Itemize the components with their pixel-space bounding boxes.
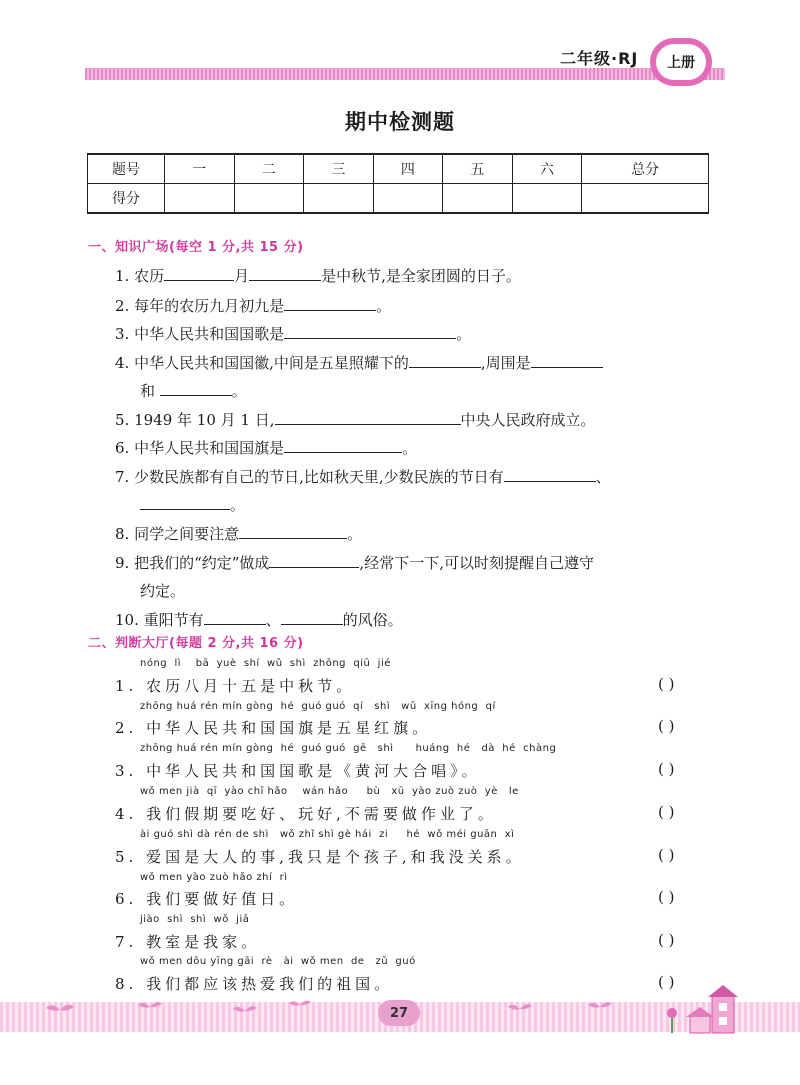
answer-parens[interactable]: ( ) bbox=[658, 675, 675, 693]
question-7-cont bbox=[140, 494, 245, 515]
score-cell[interactable] bbox=[234, 184, 304, 214]
section1-header: 一、知识广场(每空 1 分,共 15 分) bbox=[88, 240, 304, 255]
judge-item: 7. 教室是我家。 bbox=[115, 933, 261, 951]
table-cell: 四 bbox=[373, 154, 443, 184]
table-cell: 二 bbox=[234, 154, 304, 184]
page-title: 期中检测题 bbox=[345, 110, 455, 134]
score-cell[interactable] bbox=[165, 184, 235, 214]
judge-item: 1. 农历八月十五是中秋节。 bbox=[115, 677, 356, 695]
question-2 bbox=[115, 295, 391, 316]
question-7 bbox=[115, 466, 611, 487]
answer-blank[interactable] bbox=[504, 467, 596, 482]
answer-parens[interactable]: ( ) bbox=[658, 888, 675, 906]
score-table bbox=[87, 153, 709, 214]
question-5 bbox=[115, 409, 596, 430]
sprout-icons bbox=[46, 1001, 612, 1012]
volume-label: 上册 bbox=[656, 44, 706, 80]
answer-blank[interactable] bbox=[164, 266, 234, 281]
q5-text-b: 中央人民政府成立。 bbox=[460, 411, 596, 429]
answer-blank[interactable] bbox=[284, 438, 402, 453]
flower-icon bbox=[667, 1008, 677, 1033]
header-band bbox=[85, 68, 725, 80]
q6-text-b: 。 bbox=[402, 439, 418, 457]
table-cell: 五 bbox=[443, 154, 513, 184]
table-cell: 得分 bbox=[88, 184, 165, 214]
table-cell: 三 bbox=[304, 154, 374, 184]
question-4 bbox=[115, 352, 603, 373]
grade-label: 二年级·RJ bbox=[560, 49, 639, 68]
table-cell: 一 bbox=[165, 154, 235, 184]
q6-text-a: 6. 中华人民共和国国旗是 bbox=[115, 439, 285, 457]
question-6 bbox=[115, 437, 417, 458]
score-cell[interactable] bbox=[512, 184, 582, 214]
q10-text-a: 10. 重阳节有 bbox=[115, 611, 204, 629]
answer-blank[interactable] bbox=[281, 610, 343, 625]
score-cell[interactable] bbox=[443, 184, 513, 214]
question-8 bbox=[115, 523, 362, 544]
score-cell[interactable] bbox=[304, 184, 374, 214]
q1-text-a: 1. 农历 bbox=[115, 267, 165, 285]
q8-text-b: 。 bbox=[347, 525, 363, 543]
question-4-cont bbox=[140, 380, 247, 401]
q9-text-a: 9. 把我们的“约定”做成 bbox=[115, 554, 270, 572]
q7-text-b: 、 bbox=[595, 468, 611, 486]
q2-text-a: 2. 每年的农历九月初九是 bbox=[115, 297, 285, 315]
question-10 bbox=[115, 609, 403, 630]
pinyin-line: wǒ men yào zuò hǎo zhí rì bbox=[140, 872, 288, 883]
answer-blank[interactable] bbox=[249, 266, 321, 281]
q2-text-b: 。 bbox=[376, 297, 392, 315]
judge-item: 5. 爱国是大人的事,我只是个孩子,和我没关系。 bbox=[115, 848, 525, 866]
q5-text-a: 5. 1949 年 10 月 1 日, bbox=[115, 411, 275, 429]
answer-blank[interactable] bbox=[275, 410, 461, 425]
question-9-cont: 约定。 bbox=[140, 582, 186, 600]
pinyin-line: nóng lì bā yuè shí wǔ shì zhōng qiū jié bbox=[140, 658, 391, 669]
answer-blank[interactable] bbox=[531, 353, 603, 368]
answer-parens[interactable]: ( ) bbox=[658, 973, 675, 991]
answer-parens[interactable]: ( ) bbox=[658, 760, 675, 778]
answer-blank[interactable] bbox=[204, 610, 266, 625]
score-header-row bbox=[88, 154, 709, 184]
pinyin-line: wǒ men dōu yīng gāi rè ài wǒ men de zǔ guó bbox=[140, 956, 416, 967]
q4-text-d: 。 bbox=[231, 382, 247, 400]
q4-text-a: 4. 中华人民共和国国徽,中间是五星照耀下的 bbox=[115, 354, 409, 372]
answer-blank[interactable] bbox=[269, 553, 359, 568]
question-9 bbox=[115, 552, 594, 573]
question-3 bbox=[115, 323, 471, 344]
pinyin-line: ài guó shì dà rén de shì wǒ zhǐ shì gè hái zi hé wǒ méi guān xì bbox=[140, 829, 515, 840]
q4-text-b: ,周围是 bbox=[480, 354, 531, 372]
q8-text-a: 8. 同学之间要注意 bbox=[115, 525, 240, 543]
pinyin-line: jiào shì shì wǒ jiā bbox=[140, 914, 250, 925]
q3-text-b: 。 bbox=[456, 325, 472, 343]
volume-badge bbox=[650, 38, 712, 86]
page-number: 27 bbox=[378, 1000, 420, 1026]
q10-text-c: 的风俗。 bbox=[342, 611, 403, 629]
table-cell: 题号 bbox=[88, 154, 165, 184]
answer-parens[interactable]: ( ) bbox=[658, 717, 675, 735]
q3-text-a: 3. 中华人民共和国国歌是 bbox=[115, 325, 285, 343]
pinyin-line: zhōng huá rén mín gòng hé guó guó qí shì wǔ xīng hóng qí bbox=[140, 701, 496, 712]
q7-text-a: 7. 少数民族都有自己的节日,比如秋天里,少数民族的节日有 bbox=[115, 468, 504, 486]
answer-blank[interactable] bbox=[239, 524, 347, 539]
judge-item: 4. 我们假期要吃好、玩好,不需要做作业了。 bbox=[115, 805, 497, 823]
answer-blank[interactable] bbox=[284, 324, 456, 339]
score-cell[interactable] bbox=[582, 184, 709, 214]
q1-text-b: 月 bbox=[234, 267, 250, 285]
score-value-row bbox=[88, 184, 709, 214]
score-cell[interactable] bbox=[373, 184, 443, 214]
house-icon bbox=[686, 985, 738, 1033]
judge-item: 8. 我们都应该热爱我们的祖国。 bbox=[115, 975, 394, 993]
answer-blank[interactable] bbox=[160, 381, 232, 396]
answer-blank[interactable] bbox=[140, 495, 230, 510]
judge-item: 6. 我们要做好值日。 bbox=[115, 890, 299, 908]
q4-text-c: 和 bbox=[140, 382, 156, 400]
answer-parens[interactable]: ( ) bbox=[658, 931, 675, 949]
section2-header: 二、判断大厅(每题 2 分,共 16 分) bbox=[88, 636, 304, 651]
q7-text-c: 。 bbox=[230, 496, 246, 514]
judge-item: 3. 中华人民共和国国歌是《黄河大合唱》。 bbox=[115, 762, 481, 780]
pinyin-line: zhōng huá rén mín gòng hé guó guó gē shì huáng hé dà hé chàng bbox=[140, 743, 557, 754]
answer-parens[interactable]: ( ) bbox=[658, 846, 675, 864]
q9-text-b: ,经常下一下,可以时刻提醒自己遵守 bbox=[359, 554, 594, 572]
answer-parens[interactable]: ( ) bbox=[658, 803, 675, 821]
table-cell: 六 bbox=[512, 154, 582, 184]
question-1 bbox=[115, 265, 521, 286]
q10-text-b: 、 bbox=[265, 611, 281, 629]
table-cell: 总分 bbox=[582, 154, 709, 184]
pinyin-line: wǒ men jià qī yào chī hǎo wán hǎo bù xū yào zuò zuò yè le bbox=[140, 786, 519, 797]
q1-text-c: 是中秋节,是全家团圆的日子。 bbox=[321, 267, 521, 285]
answer-blank[interactable] bbox=[284, 296, 376, 311]
answer-blank[interactable] bbox=[409, 353, 481, 368]
judge-item: 2. 中华人民共和国国旗是五星红旗。 bbox=[115, 719, 432, 737]
